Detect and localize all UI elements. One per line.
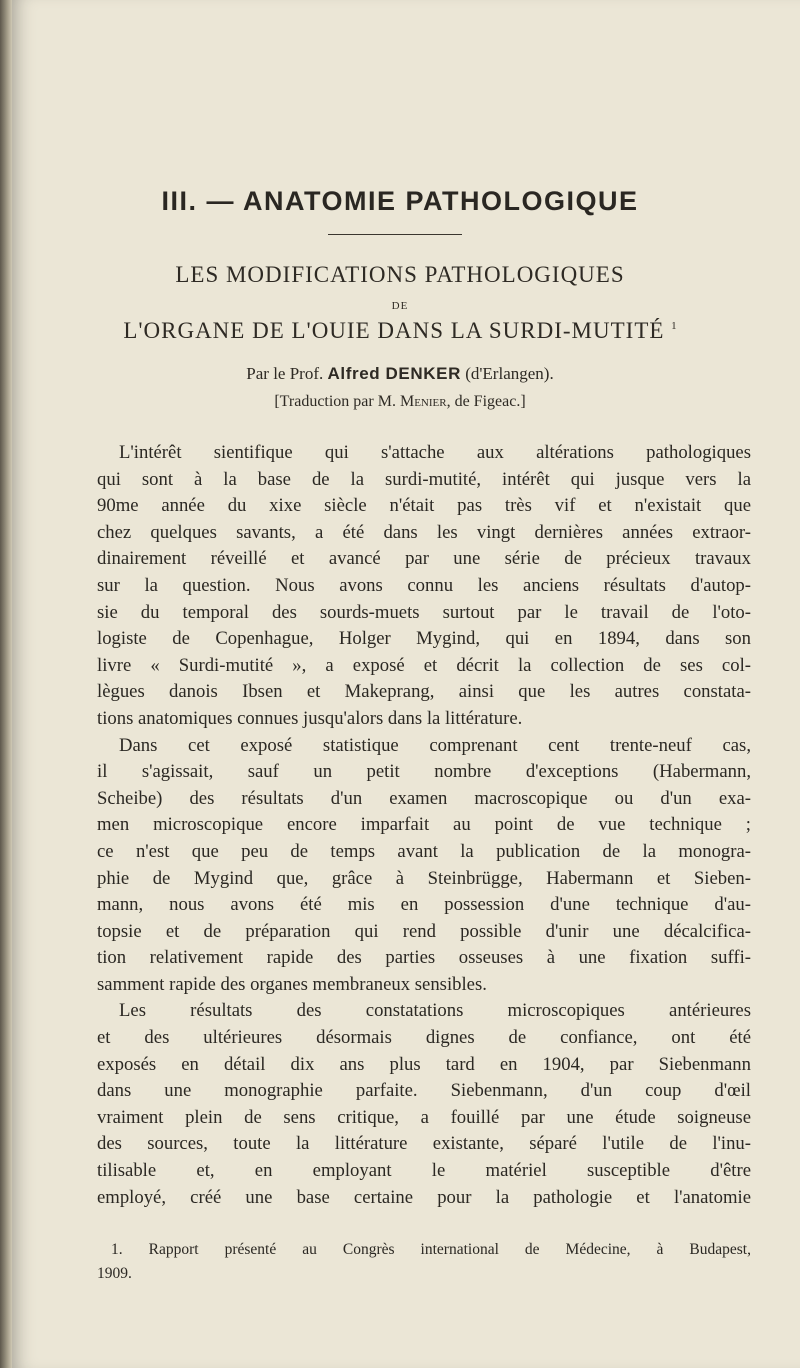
body-line: tion relativement rapide des parties osseuses à une fixation suffi- [97, 947, 751, 969]
translator-name: Menier [399, 393, 447, 410]
body-line: men microscopique encore imparfait au point de vue technique ; [97, 814, 751, 836]
footnote [97, 1238, 751, 1286]
footnote-line-2: 1909. [97, 1265, 132, 1282]
title-rule [328, 234, 462, 235]
article-title-line-3-text: L'ORGANE DE L'OUIE DANS LA SURDI-MUTITÉ [123, 318, 665, 343]
body-line: sur la question. Nous avons connu les anciens résultats d'autop- [97, 574, 751, 596]
body-line: Dans cet exposé statistique comprenant cent trente-neuf cas, [119, 734, 751, 756]
body-line: Les résultats des constatations microscopiques antérieures [119, 1000, 751, 1022]
body-line: phie de Mygind que, grâce à Steinbrügge, Habermann et Sieben- [97, 867, 751, 889]
body-text [97, 440, 751, 1211]
body-line: sie du temporal des sourds-muets surtout par le travail de l'oto- [97, 601, 751, 623]
body-line: samment rapide des organes membraneux sensibles. [97, 973, 487, 995]
body-line: vraiment plein de sens critique, a fouillé par une étude soigneuse [97, 1106, 751, 1128]
body-line: employé, créé une base certaine pour la pathologie et l'anatomie [97, 1186, 751, 1208]
body-line: dinairement réveillé et avancé par une série de précieux travaux [97, 548, 751, 570]
body-line: tilisable et, en employant le matériel susceptible d'être [97, 1160, 751, 1182]
body-line: il s'agissait, sauf un petit nombre d'exceptions (Habermann, [97, 761, 751, 783]
body-line: logiste de Copenhague, Holger Mygind, qui en 1894, dans son [97, 628, 751, 650]
byline [0, 364, 800, 384]
translation-credit [0, 393, 800, 411]
body-line: tions anatomiques connues jusqu'alors dans la littérature. [97, 707, 523, 729]
section-title: III. — ANATOMIE PATHOLOGIQUE [161, 186, 639, 216]
translation-prefix: [Traduction par M. [274, 393, 396, 410]
body-line: dans une monographie parfaite. Siebenmann, d'un coup d'œil [97, 1080, 751, 1102]
article-title-line-3 [0, 318, 800, 344]
body-line: exposés en détail dix ans plus tard en 1904, par Siebenmann [97, 1053, 751, 1075]
footnote-mark: 1 [671, 320, 677, 332]
author-affiliation: (d'Erlangen). [465, 364, 554, 383]
body-line: Scheibe) des résultats d'un examen macroscopique ou d'un exa- [97, 787, 751, 809]
body-line: topsie et de préparation qui rend possible d'unir une décalcifica- [97, 920, 751, 942]
byline-prefix: Par le Prof. [246, 364, 324, 383]
translation-suffix: , de Figeac.] [446, 393, 526, 410]
body-line: lègues danois Ibsen et Makeprang, ainsi que les autres constata- [97, 681, 751, 703]
author-name: Alfred DENKER [327, 364, 461, 383]
body-line: mann, nous avons été mis en possession d'une technique d'au- [97, 894, 751, 916]
body-line: 90me année du xixe siècle n'était pas très vif et n'existait que [97, 495, 751, 517]
body-line: chez quelques savants, a été dans les vingt dernières années extraor- [97, 521, 751, 543]
body-line: ce n'est que peu de temps avant la publication de la monogra- [97, 840, 751, 862]
body-line: des sources, toute la littérature existante, séparé l'utile de l'inu- [97, 1133, 751, 1155]
body-line: L'intérêt sientifique qui s'attache aux altérations pathologiques [119, 442, 751, 463]
article-title-line-2: DE [391, 300, 409, 312]
article-title-line-1: LES MODIFICATIONS PATHOLOGIQUES [175, 262, 625, 287]
body-line: et des ultérieures désormais dignes de confiance, ont été [97, 1027, 751, 1049]
body-line: livre « Surdi-mutité », a exposé et décrit la collection de ses col- [97, 654, 751, 676]
body-line: qui sont à la base de la surdi-mutité, intérêt qui jusque vers la [97, 468, 751, 490]
footnote-line-1: 1. Rapport présenté au Congrès international de Médecine, à Budapest, [111, 1241, 751, 1258]
